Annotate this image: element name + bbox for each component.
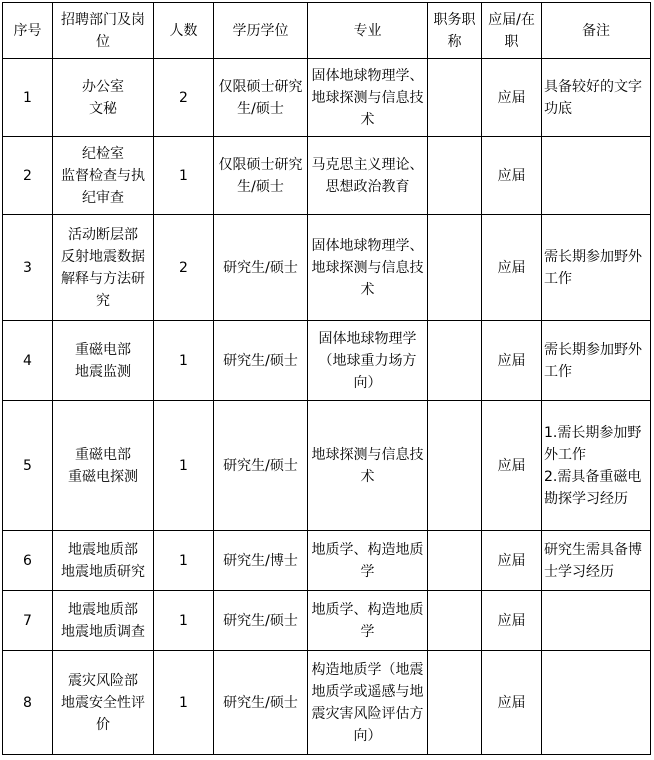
cell-major: 固体地球物理学、地球探测与信息技术	[308, 59, 428, 137]
cell-note	[542, 651, 651, 755]
header-degree: 学历学位	[214, 3, 308, 59]
post-name: 地震地质调查	[61, 623, 145, 640]
header-dept-post: 招聘部门及岗位	[53, 3, 154, 59]
dept-name: 纪检室	[82, 145, 124, 162]
cell-note	[542, 591, 651, 651]
post-name: 反射地震数据解释与方法研究	[61, 248, 145, 309]
cell-no: 3	[3, 215, 53, 321]
note-line: 2.需具备重磁电勘探学习经历	[544, 468, 642, 507]
table-row	[3, 401, 651, 531]
header-title: 职务职称	[428, 3, 482, 59]
cell-degree: 研究生/硕士	[214, 591, 308, 651]
header-no: 序号	[3, 3, 53, 59]
cell-dept-post	[53, 531, 154, 591]
cell-status: 应届	[482, 531, 542, 591]
cell-degree: 研究生/硕士	[214, 321, 308, 401]
cell-major: 地质学、构造地质学	[308, 591, 428, 651]
cell-status: 应届	[482, 215, 542, 321]
cell-status: 应届	[482, 591, 542, 651]
post-name: 监督检查与执纪审查	[61, 167, 145, 206]
cell-degree: 研究生/博士	[214, 531, 308, 591]
header-count: 人数	[154, 3, 214, 59]
cell-no: 7	[3, 591, 53, 651]
post-name: 地震安全性评价	[61, 694, 145, 733]
cell-no: 2	[3, 137, 53, 215]
dept-name: 地震地质部	[68, 541, 138, 558]
cell-title	[428, 651, 482, 755]
cell-title	[428, 401, 482, 531]
cell-note	[542, 59, 651, 137]
table-row	[3, 215, 651, 321]
table-row	[3, 531, 651, 591]
table-row	[3, 591, 651, 651]
cell-count: 1	[154, 591, 214, 651]
cell-dept-post	[53, 137, 154, 215]
cell-count: 2	[154, 59, 214, 137]
dept-name: 活动断层部	[68, 226, 138, 243]
cell-major: 构造地质学（地震地质学或遥感与地震灾害风险评估方向）	[308, 651, 428, 755]
cell-degree: 仅限硕士研究生/硕士	[214, 59, 308, 137]
post-name: 地震地质研究	[61, 563, 145, 580]
note-line: 1.需长期参加野外工作	[544, 424, 642, 463]
cell-note	[542, 531, 651, 591]
cell-degree: 研究生/硕士	[214, 215, 308, 321]
dept-name: 重磁电部	[75, 446, 131, 463]
cell-title	[428, 215, 482, 321]
table-row	[3, 137, 651, 215]
cell-major: 固体地球物理学、地球探测与信息技术	[308, 215, 428, 321]
dept-name: 办公室	[82, 78, 124, 95]
cell-dept-post	[53, 215, 154, 321]
cell-dept-post	[53, 591, 154, 651]
cell-count: 1	[154, 401, 214, 531]
dept-name: 重磁电部	[75, 341, 131, 358]
post-name: 地震监测	[75, 363, 131, 380]
header-note: 备注	[542, 3, 651, 59]
cell-title	[428, 591, 482, 651]
note-line: 研究生需具备博士学习经历	[544, 541, 642, 580]
dept-name: 地震地质部	[68, 601, 138, 618]
cell-status: 应届	[482, 59, 542, 137]
recruitment-table	[2, 2, 651, 755]
cell-count: 1	[154, 531, 214, 591]
note-line: 需长期参加野外工作	[544, 341, 642, 380]
dept-name: 震灾风险部	[68, 672, 138, 689]
cell-major: 地质学、构造地质学	[308, 531, 428, 591]
cell-note	[542, 137, 651, 215]
cell-no: 4	[3, 321, 53, 401]
cell-major: 马克思主义理论、思想政治教育	[308, 137, 428, 215]
cell-dept-post	[53, 651, 154, 755]
cell-status: 应届	[482, 401, 542, 531]
cell-note	[542, 321, 651, 401]
cell-count: 2	[154, 215, 214, 321]
cell-count: 1	[154, 651, 214, 755]
header-status: 应届/在职	[482, 3, 542, 59]
cell-title	[428, 59, 482, 137]
cell-title	[428, 137, 482, 215]
header-major: 专业	[308, 3, 428, 59]
cell-count: 1	[154, 137, 214, 215]
cell-status: 应届	[482, 137, 542, 215]
cell-note	[542, 401, 651, 531]
cell-major: 地球探测与信息技术	[308, 401, 428, 531]
cell-no: 6	[3, 531, 53, 591]
note-line: 具备较好的文字功底	[544, 78, 642, 117]
cell-dept-post	[53, 321, 154, 401]
cell-status: 应届	[482, 321, 542, 401]
cell-no: 8	[3, 651, 53, 755]
table-row	[3, 59, 651, 137]
cell-degree: 研究生/硕士	[214, 401, 308, 531]
cell-count: 1	[154, 321, 214, 401]
table-row	[3, 651, 651, 755]
cell-dept-post	[53, 59, 154, 137]
cell-status: 应届	[482, 651, 542, 755]
cell-no: 5	[3, 401, 53, 531]
cell-title	[428, 531, 482, 591]
post-name: 重磁电探测	[68, 468, 138, 485]
cell-degree: 仅限硕士研究生/硕士	[214, 137, 308, 215]
header-row	[3, 3, 651, 59]
cell-title	[428, 321, 482, 401]
cell-dept-post	[53, 401, 154, 531]
cell-degree: 研究生/硕士	[214, 651, 308, 755]
table-row	[3, 321, 651, 401]
cell-major: 固体地球物理学（地球重力场方向）	[308, 321, 428, 401]
post-name: 文秘	[89, 100, 117, 117]
note-line: 需长期参加野外工作	[544, 248, 642, 287]
cell-no: 1	[3, 59, 53, 137]
cell-note	[542, 215, 651, 321]
